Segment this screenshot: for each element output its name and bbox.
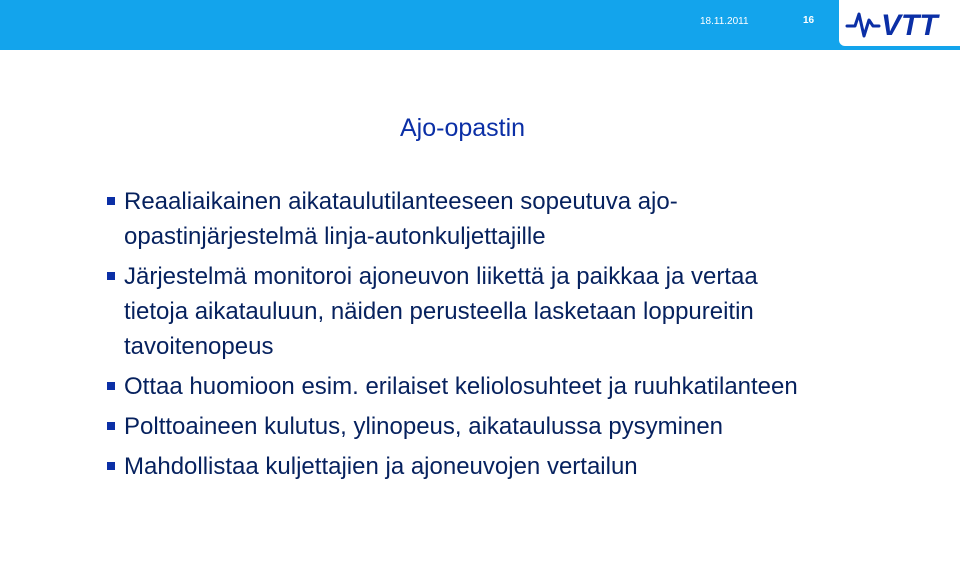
square-bullet-icon (107, 197, 115, 205)
bullet-text: Reaaliaikainen aikataulutilanteeseen sopeutuva ajo-opastinjärjestelmä linja-autonkuljettajille (124, 188, 678, 250)
square-bullet-icon (107, 462, 115, 470)
bullet-item (106, 184, 806, 254)
vtt-logo-icon (845, 6, 955, 40)
logo-wordmark: VTT (881, 9, 938, 40)
square-bullet-icon (107, 272, 115, 280)
header-bar (0, 0, 960, 50)
bullet-item (106, 369, 806, 404)
slide-title: Ajo-opastin (400, 114, 526, 142)
bullet-item (106, 259, 806, 364)
bullet-item (106, 449, 806, 484)
square-bullet-icon (107, 422, 115, 430)
square-bullet-icon (107, 382, 115, 390)
bullet-text: Ottaa huomioon esim. erilaiset keliolosuhteet ja ruuhkatilanteen (124, 373, 798, 400)
bullet-list (106, 184, 806, 484)
bullet-text: Polttoaineen kulutus, ylinopeus, aikataulussa pysyminen (124, 413, 724, 440)
bullet-item (106, 409, 806, 444)
bullet-text: Järjestelmä monitoroi ajoneuvon liikettä ja paikkaa ja vertaa tietoja aikatauluun, näiden perusteella lasketaan loppureitin tavoitenopeus (124, 263, 758, 360)
page-number: 16 (803, 15, 815, 26)
vtt-logo (839, 0, 960, 46)
bullet-text: Mahdollistaa kuljettajien ja ajoneuvojen vertailun (124, 453, 638, 480)
slide-date: 18.11.2011 (700, 16, 749, 27)
